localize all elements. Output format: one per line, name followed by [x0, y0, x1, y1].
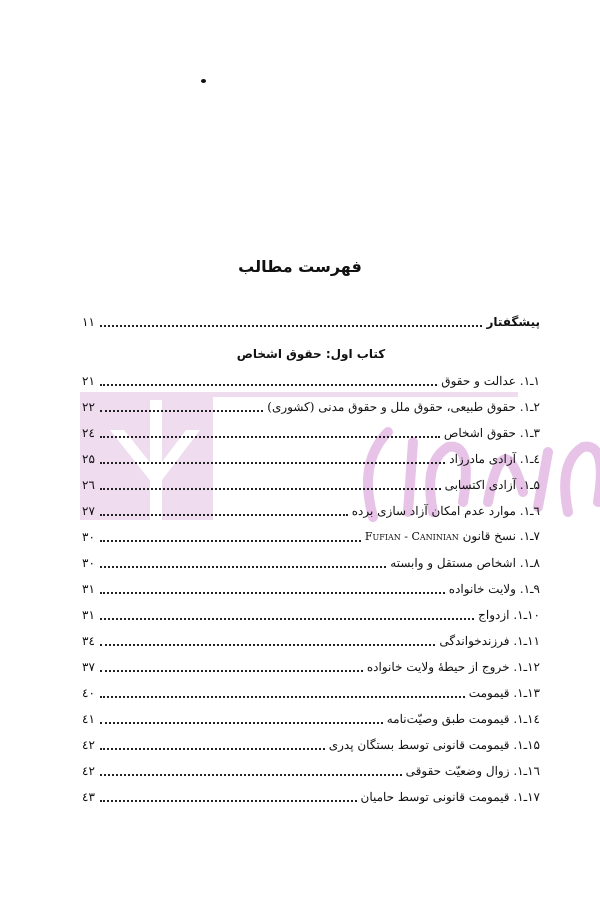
- toc-entry-page: ۳۱: [82, 608, 95, 622]
- toc-entry[interactable]: [82, 759, 540, 779]
- toc-entry[interactable]: [82, 551, 540, 571]
- leader-dots: [100, 526, 361, 542]
- toc-entry-label: پیشگفتار: [486, 315, 540, 329]
- leader-dots: [100, 396, 263, 412]
- leader-dots: [100, 311, 482, 327]
- leader-dots: [100, 708, 383, 724]
- toc-entry-page: ٤۰: [82, 686, 95, 700]
- toc-entry-page: ۳۱: [82, 582, 95, 596]
- toc-entry-page: ٤۱: [82, 712, 95, 726]
- toc-entry[interactable]: [82, 681, 540, 701]
- toc-entry-page: ۳۷: [82, 660, 95, 674]
- toc-entry[interactable]: [82, 369, 540, 389]
- leader-dots: [100, 630, 435, 646]
- leader-dots: [100, 578, 445, 594]
- toc-entry-label: ۸ـ۱. اشخاص مستقل و وابسته: [390, 556, 540, 570]
- toc-entry-preface[interactable]: [82, 310, 540, 330]
- leader-dots: [100, 474, 441, 490]
- toc-entry-label: ٦ـ۱. موارد عدم امکان آزاد سازی برده: [351, 504, 540, 518]
- toc-entry[interactable]: [82, 421, 540, 441]
- toc-entry-page: ۱۱: [82, 315, 95, 329]
- toc-entry-label: ۳ـ۱. حقوق اشخاص: [443, 426, 540, 440]
- leader-dots: [100, 682, 465, 698]
- toc-entry[interactable]: [82, 473, 540, 493]
- toc-entry-page: ۲۱: [82, 374, 95, 388]
- leader-dots: [100, 422, 440, 438]
- toc-entry-label: ۲ـ۱. حقوق طبیعی، حقوق ملل و حقوق مدنی (کشوری): [267, 400, 540, 414]
- toc-entry-page: ۲۷: [82, 504, 95, 518]
- leader-dots: [100, 448, 445, 464]
- toc-entry-page: ٤۳: [82, 790, 95, 804]
- leader-dots: [100, 500, 348, 516]
- book-heading: کتاب اول: حقوق اشخاص: [236, 347, 386, 361]
- leader-dots: [100, 734, 325, 750]
- toc-entry[interactable]: [82, 395, 540, 415]
- page-title: فهرست مطالب: [238, 257, 362, 276]
- toc-entry-page: ۲٤: [82, 426, 95, 440]
- toc-entry-page: ۳٤: [82, 634, 95, 648]
- toc-entry-page: ۲٦: [82, 478, 95, 492]
- toc-entry-label: ۱٤ـ۱. قیمومت طبق وصیّت‌نامه: [386, 712, 540, 726]
- toc-entry-page: ۲۵: [82, 452, 95, 466]
- table-of-contents: [82, 0, 540, 917]
- toc-entry[interactable]: [82, 655, 540, 675]
- toc-entry[interactable]: [82, 577, 540, 597]
- leader-dots: [100, 604, 474, 620]
- toc-entry[interactable]: [82, 603, 540, 623]
- toc-entry[interactable]: [82, 447, 540, 467]
- toc-entry-label: ۱۲ـ۱. خروج از حیطهٔ ولایت خانواده: [366, 660, 540, 674]
- toc-entry[interactable]: [82, 499, 540, 519]
- leader-dots: [100, 656, 363, 672]
- toc-entry-page: ٤۲: [82, 738, 95, 752]
- toc-entry-page: ٤۲: [82, 764, 95, 778]
- toc-entry[interactable]: [82, 629, 540, 649]
- toc-entry-label: ۱۳ـ۱. قیمومت: [468, 686, 540, 700]
- toc-entry-page: ۲۲: [82, 400, 95, 414]
- toc-entry-label: ۱۵ـ۱. قیمومت قانونی توسط بستگان پدری: [328, 738, 540, 752]
- toc-entry-label: [363, 528, 540, 545]
- toc-entry-label-latin: Fufian - Caninian: [364, 530, 459, 543]
- toc-entry-label: ۵ـ۱. آزادی اکتسابی: [444, 478, 540, 492]
- toc-entry-page: ۳۰: [82, 556, 95, 570]
- toc-entry-label: ۱۱ـ۱. فرزندخواندگی: [439, 634, 540, 648]
- toc-entry[interactable]: [82, 785, 540, 805]
- toc-entry-label: ۹ـ۱. ولایت خانواده: [448, 582, 540, 596]
- toc-entry-page: ۳۰: [82, 530, 95, 544]
- leader-dots: [100, 760, 402, 776]
- toc-entry[interactable]: [82, 733, 540, 753]
- leader-dots: [100, 370, 437, 386]
- toc-entry[interactable]: [82, 525, 540, 545]
- toc-entry-label: ۱٦ـ۱. زوال وضعیّت حقوقی: [405, 764, 540, 778]
- toc-entry-label: ٤ـ۱. آزادی مادرزاد: [449, 452, 540, 466]
- toc-entry-label-persian: ۷ـ۱. نسخ قانون: [462, 529, 540, 543]
- toc-entry-label: ۱ـ۱. عدالت و حقوق: [441, 374, 540, 388]
- leader-dots: [100, 786, 357, 802]
- leader-dots: [100, 552, 386, 568]
- toc-entry-label: ۱۷ـ۱. قیمومت قانونی توسط حامیان: [360, 790, 540, 804]
- toc-entry[interactable]: [82, 707, 540, 727]
- toc-entry-label: ۱۰ـ۱. ازدواج: [478, 608, 540, 622]
